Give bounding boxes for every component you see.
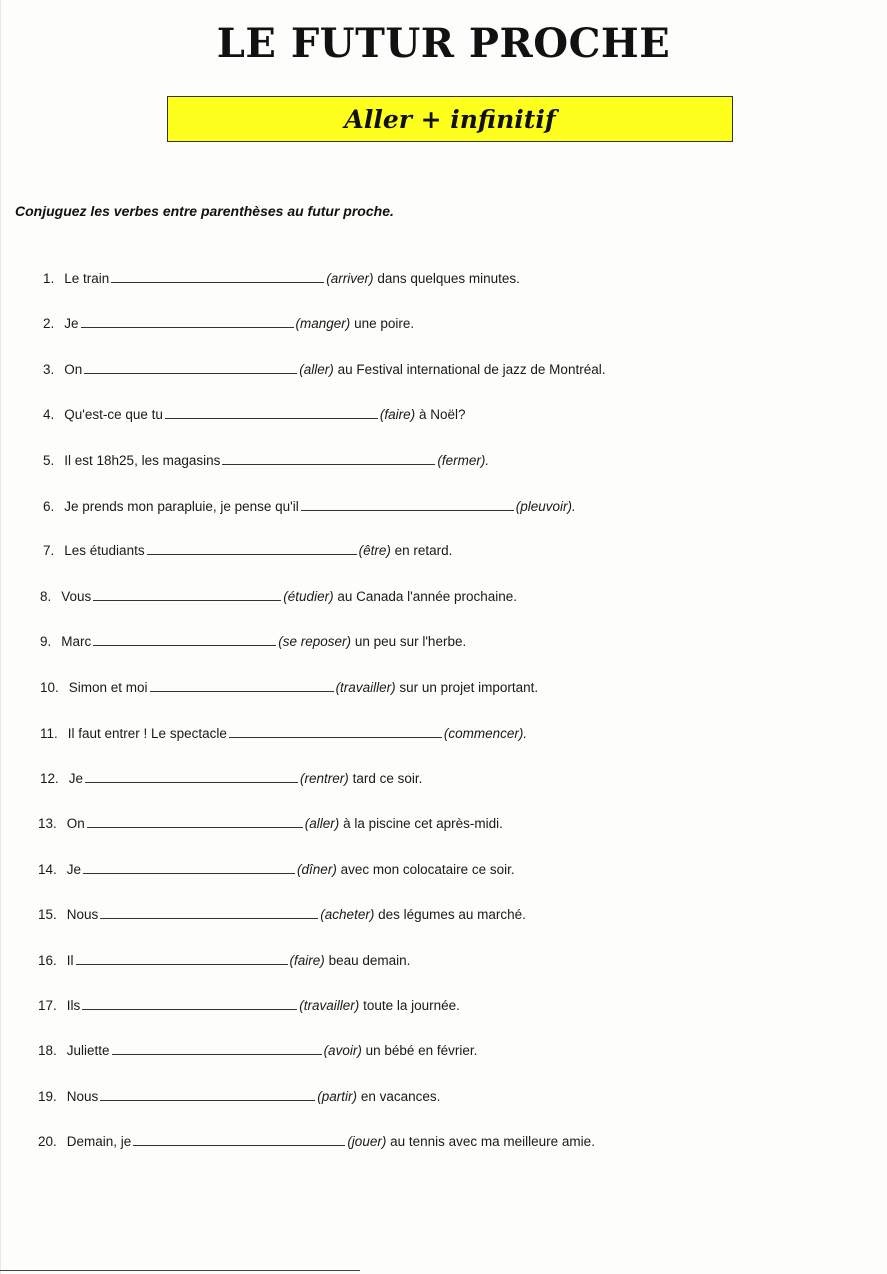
infinitive-verb: (dîner) [297,862,337,877]
exercise-number: 20. [38,1134,57,1149]
answer-blank[interactable] [222,452,435,465]
exercise-number: 10. [40,680,59,695]
exercise-continuation: une poire. [354,316,415,331]
exercise-number: 16. [38,953,57,968]
exercise-continuation: beau demain. [328,953,411,968]
exercise-number: 15. [38,907,57,922]
infinitive-verb: (jouer) [347,1134,387,1149]
exercise-number: 4. [43,407,55,422]
worksheet-title: LE FUTUR PROCHE [216,20,671,67]
exercise-number: 7. [43,543,55,558]
exercise-continuation: au Canada l'année prochaine. [337,589,518,604]
exercise-item [43,270,520,286]
answer-blank[interactable] [81,315,294,328]
exercise-item [40,633,466,649]
answer-blank[interactable] [85,770,298,783]
infinitive-verb: (fermer). [437,453,490,468]
exercise-prompt: Il faut entrer ! Le spectacle [67,726,227,741]
exercise-number: 11. [40,726,58,741]
infinitive-verb: (arriver) [326,271,374,286]
exercise-item [38,906,526,922]
infinitive-verb: (travailler) [299,998,360,1013]
exercise-item [38,1042,477,1058]
exercise-item [43,361,605,377]
exercise-continuation: au tennis avec ma meilleure amie. [390,1134,595,1149]
page-edge [0,0,1,1274]
exercise-item [43,406,465,422]
bottom-rule [0,1270,360,1271]
exercise-number: 8. [40,589,52,604]
exercise-continuation: à la piscine cet après-midi. [343,816,503,831]
answer-blank[interactable] [93,633,276,646]
infinitive-verb: (pleuvoir). [515,499,576,514]
exercise-prompt: Qu'est-ce que tu [64,407,163,422]
exercise-item [38,861,515,877]
subtitle-text: Aller + infinitif [344,104,556,134]
exercise-item [43,452,489,468]
infinitive-verb: (étudier) [283,589,334,604]
answer-blank[interactable] [301,498,514,511]
exercise-continuation: dans quelques minutes. [377,271,520,286]
exercise-number: 6. [43,499,55,514]
exercise-prompt: Vous [61,589,92,604]
exercise-prompt: Juliette [66,1043,110,1058]
infinitive-verb: (commencer). [443,726,528,741]
exercise-number: 2. [43,316,55,331]
exercise-continuation: en retard. [394,543,453,558]
exercise-prompt: Le train [64,271,110,286]
answer-blank[interactable] [93,588,281,601]
exercise-number: 3. [43,362,55,377]
exercise-prompt: Marc [61,634,92,649]
answer-blank[interactable] [133,1133,345,1146]
infinitive-verb: (faire) [379,407,416,422]
infinitive-verb: (aller) [299,362,334,377]
exercise-number: 12. [40,771,59,786]
exercise-item [43,315,414,331]
answer-blank[interactable] [76,952,288,965]
exercise-continuation: sur un projet important. [399,680,539,695]
exercise-number: 1. [43,271,55,286]
exercise-continuation: tard ce soir. [352,771,423,786]
exercise-prompt: Je prends mon parapluie, je pense qu'il [64,499,299,514]
exercise-number: 19. [38,1089,57,1104]
answer-blank[interactable] [111,270,324,283]
answer-blank[interactable] [87,815,303,828]
exercise-continuation: un bébé en février. [365,1043,478,1058]
answer-blank[interactable] [82,997,297,1010]
answer-blank[interactable] [229,725,442,738]
answer-blank[interactable] [112,1042,322,1055]
exercise-number: 5. [43,453,55,468]
exercise-item [40,725,527,741]
exercise-prompt: Je [66,862,82,877]
infinitive-verb: (faire) [289,953,325,968]
instruction-text: Conjuguez les verbes entre parenthèses au futur proche. [15,203,394,219]
exercise-prompt: Il [66,953,74,968]
infinitive-verb: (acheter) [320,907,375,922]
exercise-item [38,815,503,831]
exercise-continuation: un peu sur l'herbe. [354,634,467,649]
exercise-item [43,542,452,558]
infinitive-verb: (se reposer) [278,634,352,649]
exercise-continuation: des légumes au marché. [378,907,526,922]
exercise-prompt: Les étudiants [64,543,145,558]
infinitive-verb: (aller) [304,816,340,831]
exercise-prompt: Nous [66,1089,99,1104]
exercise-prompt: Ils [66,998,81,1013]
exercise-number: 17. [38,998,57,1013]
answer-blank[interactable] [100,906,318,919]
answer-blank[interactable] [100,1088,315,1101]
exercise-prompt: Demain, je [66,1134,132,1149]
answer-blank[interactable] [83,861,295,874]
exercise-continuation: avec mon colocataire ce soir. [340,862,515,877]
answer-blank[interactable] [165,406,378,419]
infinitive-verb: (partir) [317,1089,358,1104]
infinitive-verb: (travailler) [335,680,396,695]
exercise-item [38,952,410,968]
exercise-prompt: On [64,362,83,377]
exercise-number: 13. [38,816,57,831]
exercise-prompt: Nous [66,907,99,922]
exercise-continuation: à Noël? [418,407,466,422]
answer-blank[interactable] [147,542,357,555]
answer-blank[interactable] [84,361,297,374]
exercise-item [40,770,422,786]
exercise-number: 14. [38,862,57,877]
exercise-continuation: toute la journée. [363,998,460,1013]
infinitive-verb: (avoir) [323,1043,362,1058]
exercise-item [38,997,460,1013]
exercise-continuation: en vacances. [360,1089,441,1104]
exercise-prompt: Je [64,316,79,331]
exercise-prompt: Simon et moi [68,680,148,695]
exercise-prompt: Je [68,771,84,786]
infinitive-verb: (manger) [295,316,351,331]
subtitle-banner [167,96,733,142]
exercise-prompt: On [66,816,85,831]
infinitive-verb: (être) [358,543,391,558]
exercise-number: 18. [38,1043,57,1058]
exercise-item [38,1133,595,1149]
exercise-item [43,498,576,514]
exercise-item [40,679,538,695]
exercise-item [38,1088,440,1104]
infinitive-verb: (rentrer) [300,771,349,786]
exercise-number: 9. [40,634,52,649]
exercise-continuation: au Festival international de jazz de Montréal. [337,362,606,377]
exercise-prompt: Il est 18h25, les magasins [64,453,221,468]
exercise-item [40,588,517,604]
answer-blank[interactable] [150,679,334,692]
